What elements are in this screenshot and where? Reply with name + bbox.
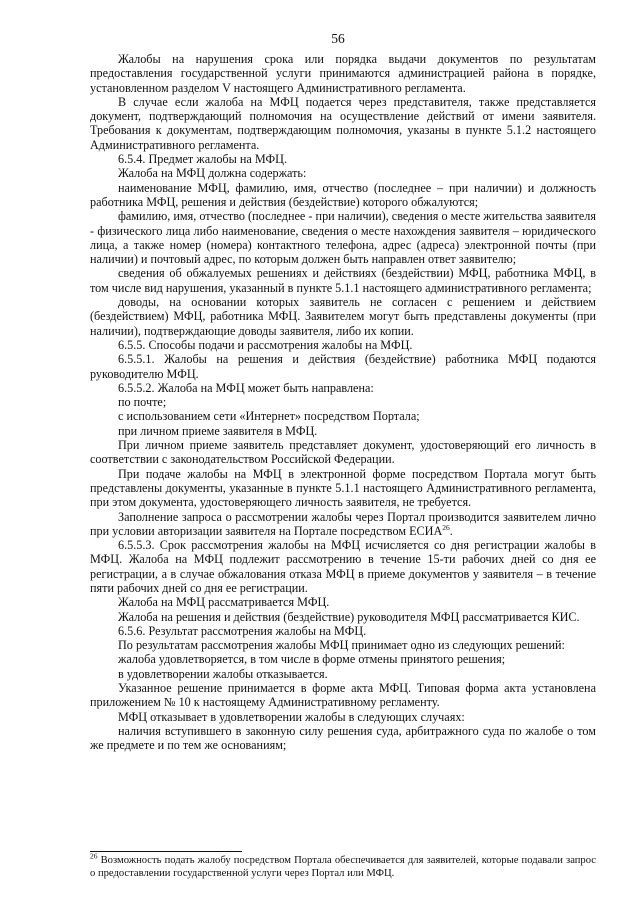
page-number: 56 — [331, 31, 345, 46]
paragraph-text: Заполнение запроса о рассмотрении жалобы через Портал производится заявителем лично при условии авторизации заявителя на Портале посредством ЕСИА — [90, 509, 596, 538]
paragraph: В случае если жалоба на МФЦ подается через представителя, также представляется документ, подтверждающий полномочия на осуществление действий от имени заявителя. Требования к документам, подтверждающим полномочия, указаны в пункте 5.1.2 настоящего Административного регламента. — [90, 94, 596, 152]
paragraph: Жалоба на МФЦ рассматривается МФЦ. — [118, 595, 330, 610]
list-item: сведения об обжалуемых решениях и действиях (бездействии) МФЦ, работника МФЦ, в том числе вид нарушения, указанный в пункте 5.1.1 настоящего административного регламента; — [90, 266, 596, 295]
list-item: наличия вступившего в законную силу решения суда, арбитражного суда по жалобе о том же предмете и по тем же основаниям; — [90, 723, 596, 753]
paragraph: Жалоба на МФЦ должна содержать: — [118, 166, 307, 181]
paragraph: Жалобы на нарушения срока или порядка выдачи документов по результатам предоставления государственной услуги принимаются администрацией района в порядке, установленном разделом V настоящего Административного регламента. — [90, 52, 596, 95]
list-item: по почте; — [118, 395, 167, 410]
list-item: с использованием сети «Интернет» посредством Портала; — [118, 409, 420, 424]
section-heading: 6.5.5. Способы подачи и рассмотрения жалобы на МФЦ. — [118, 337, 413, 352]
paragraph: Жалоба на решения и действия (бездействие) руководителя МФЦ рассматривается КИС. — [118, 609, 580, 624]
paragraph: МФЦ отказывает в удовлетворении жалобы в следующих случаях: — [118, 709, 465, 724]
list-item: доводы, на основании которых заявитель не согласен с решением и действием (бездействием) МФЦ, работника МФЦ. Заявителем могут быть представлены документы (при наличии), подтверждающие доводы заявителя, либо их копии. — [90, 295, 596, 338]
section-heading: 6.5.4. Предмет жалобы на МФЦ. — [118, 152, 287, 167]
list-item: фамилию, имя, отчество (последнее - при наличии), сведения о месте жительства заявителя - физического лица либо наименование, сведения о месте нахождения заявителя – юридического лица, а также номер (номера) контактного телефона, адрес (адреса) электронной почты (при наличии) и почтовый адрес, по которым должен быть направлен ответ заявителю; — [90, 209, 596, 267]
paragraph-with-footnote — [90, 510, 596, 539]
paragraph: При подаче жалобы на МФЦ в электронной форме посредством Портала могут быть представлены документы, указанные в пункте 5.1.1 настоящего Административного регламента, при этом документа, удостоверяющего личность заявителя, не требуется. — [90, 466, 596, 510]
list-item: наименование МФЦ, фамилию, имя, отчество (последнее – при наличии) и должность работника МФЦ, решения и действия (бездействие) которого обжалуются; — [90, 180, 596, 209]
paragraph: По результатам рассмотрения жалобы МФЦ принимает одно из следующих решений: — [118, 638, 565, 653]
section-heading: 6.5.6. Результат рассмотрения жалобы на МФЦ. — [118, 623, 367, 638]
footnote — [90, 851, 596, 880]
list-item: жалоба удовлетворяется, в том числе в форме отмены принятого решения; — [118, 652, 506, 667]
footnote-reference: 26 — [442, 522, 450, 532]
list-item: при личном приеме заявителя в МФЦ. — [118, 423, 318, 438]
paragraph: При личном приеме заявитель представляет документ, удостоверяющий его личность в соответствии с законодательством Российской Федерации. — [90, 438, 596, 467]
paragraph: Указанное решение принимается в форме акта МФЦ. Типовая форма акта установлена приложением № 10 к настоящему Административному регламенту. — [90, 681, 596, 710]
footnote-marker: 26 — [90, 851, 98, 861]
period: . — [449, 523, 453, 538]
paragraph: 6.5.5.2. Жалоба на МФЦ может быть направлена: — [118, 380, 374, 395]
footnote-text: Возможность подать жалобу посредством Портала обеспечивается для заявителей, которые подавали запрос о предоставлении государственной услуги через Портал или МФЦ. — [90, 855, 596, 879]
list-item: в удовлетворении жалобы отказывается. — [118, 666, 328, 681]
paragraph: 6.5.5.3. Срок рассмотрения жалобы на МФЦ исчисляется со дня регистрации жалобы в МФЦ. Жалоба на МФЦ подлежит рассмотрению в течение 15-ти рабочих дней со дня ее регистрации, а в случае обжалования отказа МФЦ в приеме документов у заявителя – в течение пяти рабочих дней со дня ее регистрации. — [90, 538, 596, 595]
footnote-divider — [90, 851, 242, 852]
page-body — [90, 52, 596, 753]
paragraph: 6.5.5.1. Жалобы на решения и действия (бездействие) работника МФЦ подаются руководителю МФЦ. — [90, 352, 596, 381]
